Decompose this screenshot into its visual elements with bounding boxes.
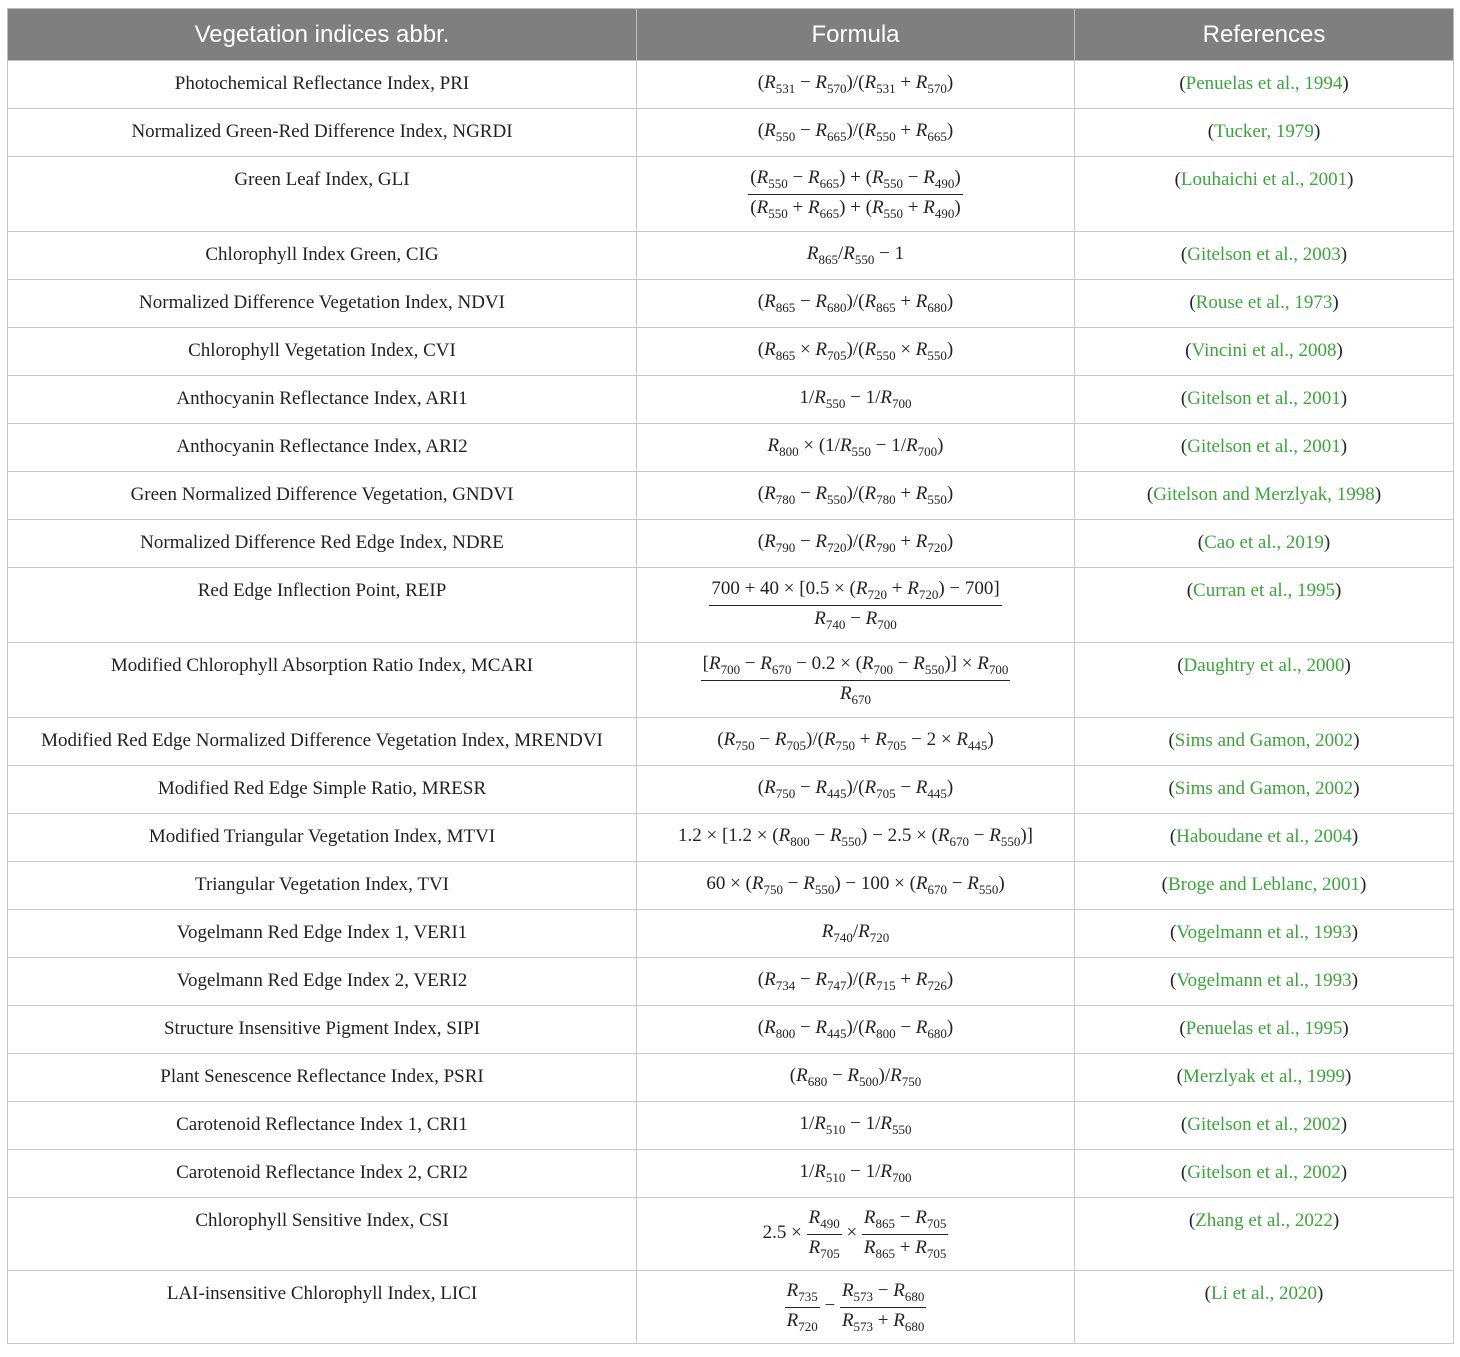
reference-link[interactable]: Zhang et al., 2022 xyxy=(1195,1210,1333,1231)
table-row xyxy=(8,109,1454,157)
reference-link[interactable]: Vincini et al., 2008 xyxy=(1191,340,1337,361)
index-reference: (Haboudane et al., 2004) xyxy=(1075,814,1454,862)
index-name: Vogelmann Red Edge Index 2, VERI2 xyxy=(8,958,637,1006)
index-name: Triangular Vegetation Index, TVI xyxy=(8,862,637,910)
table-row xyxy=(8,910,1454,958)
reference-link[interactable]: Vogelmann et al., 1993 xyxy=(1176,922,1352,943)
index-formula: $(R_{680} - R_{500})/R_{750}$ xyxy=(637,1054,1075,1102)
reference-link[interactable]: Cao et al., 2019 xyxy=(1204,532,1324,553)
index-name: Chlorophyll Index Green, CIG xyxy=(8,232,637,280)
index-formula: $\frac{700 + 40 \times [0.5 \times (R_{720} + R_{720}) - 700]}{R_{740} - R_{700}}$ xyxy=(637,568,1075,643)
vegetation-indices-table xyxy=(7,8,1454,1344)
index-formula: $R_{865}/R_{550} - 1$ xyxy=(637,232,1075,280)
index-formula: $(R_{865} - R_{680})/(R_{865} + R_{680})$ xyxy=(637,280,1075,328)
index-formula: $R_{800} \times (1/R_{550} - 1/R_{700})$ xyxy=(637,424,1075,472)
index-reference: (Broge and Leblanc, 2001) xyxy=(1075,862,1454,910)
index-formula: $(R_{750} - R_{445})/(R_{705} - R_{445})$ xyxy=(637,766,1075,814)
table-row xyxy=(8,1006,1454,1054)
reference-link[interactable]: Gitelson et al., 2001 xyxy=(1187,388,1341,409)
index-name: Normalized Green-Red Difference Index, NGRDI xyxy=(8,109,637,157)
index-name: Vogelmann Red Edge Index 1, VERI1 xyxy=(8,910,637,958)
index-reference: (Gitelson et al., 2001) xyxy=(1075,376,1454,424)
index-formula: $1/R_{550} - 1/R_{700}$ xyxy=(637,376,1075,424)
table-row xyxy=(8,232,1454,280)
reference-link[interactable]: Penuelas et al., 1994 xyxy=(1185,73,1343,94)
table-row xyxy=(8,766,1454,814)
table-row xyxy=(8,958,1454,1006)
reference-link[interactable]: Haboudane et al., 2004 xyxy=(1176,826,1352,847)
index-name: Carotenoid Reflectance Index 2, CRI2 xyxy=(8,1150,637,1198)
index-formula: $\frac{R_{735}}{R_{720}}$ − $\frac{R_{573} - R_{680}}{R_{573} + R_{680}}$ xyxy=(637,1271,1075,1344)
index-name: Plant Senescence Reflectance Index, PSRI xyxy=(8,1054,637,1102)
index-formula: $(R_{790} - R_{720})/(R_{790} + R_{720})$ xyxy=(637,520,1075,568)
reference-link[interactable]: Li et al., 2020 xyxy=(1210,1283,1318,1304)
index-formula: $R_{740}/R_{720}$ xyxy=(637,910,1075,958)
index-reference: (Curran et al., 1995) xyxy=(1075,568,1454,643)
index-name: Normalized Difference Red Edge Index, NDRE xyxy=(8,520,637,568)
index-reference: (Louhaichi et al., 2001) xyxy=(1075,157,1454,232)
index-reference: (Vincini et al., 2008) xyxy=(1075,328,1454,376)
reference-link[interactable]: Gitelson et al., 2002 xyxy=(1187,1114,1341,1135)
index-formula: $(R_{550} - R_{665})/(R_{550} + R_{665})$ xyxy=(637,109,1075,157)
index-reference: (Sims and Gamon, 2002) xyxy=(1075,766,1454,814)
col-header-formula: Formula xyxy=(637,9,1075,61)
table-row xyxy=(8,862,1454,910)
reference-link[interactable]: Gitelson and Merzlyak, 1998 xyxy=(1153,484,1375,505)
reference-link[interactable]: Gitelson et al., 2003 xyxy=(1187,244,1341,265)
index-formula: $1.2 \times [1.2 \times (R_{800} - R_{550}) - 2.5 \times (R_{670} - R_{550})]$ xyxy=(637,814,1075,862)
index-name: Anthocyanin Reflectance Index, ARI1 xyxy=(8,376,637,424)
index-formula: $(R_{750} - R_{705})/(R_{750} + R_{705} - 2 \times R_{445})$ xyxy=(637,718,1075,766)
index-name: Carotenoid Reflectance Index 1, CRI1 xyxy=(8,1102,637,1150)
col-header-references: References xyxy=(1075,9,1454,61)
index-formula: $(R_{780} - R_{550})/(R_{780} + R_{550})$ xyxy=(637,472,1075,520)
index-reference: (Gitelson et al., 2001) xyxy=(1075,424,1454,472)
table-row xyxy=(8,424,1454,472)
index-name: Red Edge Inflection Point, REIP xyxy=(8,568,637,643)
index-reference: (Gitelson et al., 2003) xyxy=(1075,232,1454,280)
header-row xyxy=(8,9,1454,61)
reference-link[interactable]: Penuelas et al., 1995 xyxy=(1185,1018,1343,1039)
index-name: Chlorophyll Sensitive Index, CSI xyxy=(8,1198,637,1271)
table-row xyxy=(8,718,1454,766)
table-row xyxy=(8,1150,1454,1198)
table-row xyxy=(8,1054,1454,1102)
index-name: Modified Triangular Vegetation Index, MTVI xyxy=(8,814,637,862)
index-name: Anthocyanin Reflectance Index, ARI2 xyxy=(8,424,637,472)
table-row xyxy=(8,814,1454,862)
reference-link[interactable]: Broge and Leblanc, 2001 xyxy=(1167,874,1361,895)
reference-link[interactable]: Daughtry et al., 2000 xyxy=(1183,655,1345,676)
index-name: Green Leaf Index, GLI xyxy=(8,157,637,232)
table-row xyxy=(8,643,1454,718)
index-formula: $\frac{[R_{700} - R_{670} - 0.2 \times (R_{700} - R_{550})] \times R_{700}}{R_{670}}$ xyxy=(637,643,1075,718)
index-reference: (Cao et al., 2019) xyxy=(1075,520,1454,568)
index-formula: $1/R_{510} - 1/R_{550}$ xyxy=(637,1102,1075,1150)
index-reference: (Daughtry et al., 2000) xyxy=(1075,643,1454,718)
table-row xyxy=(8,520,1454,568)
table-row xyxy=(8,568,1454,643)
index-name: Modified Red Edge Simple Ratio, MRESR xyxy=(8,766,637,814)
index-reference: (Tucker, 1979) xyxy=(1075,109,1454,157)
reference-link[interactable]: Curran et al., 1995 xyxy=(1193,580,1335,601)
table-row xyxy=(8,328,1454,376)
table-row xyxy=(8,472,1454,520)
index-reference: (Rouse et al., 1973) xyxy=(1075,280,1454,328)
index-reference: (Li et al., 2020) xyxy=(1075,1271,1454,1344)
index-name: Modified Chlorophyll Absorption Ratio Index, MCARI xyxy=(8,643,637,718)
index-name: Green Normalized Difference Vegetation, GNDVI xyxy=(8,472,637,520)
table-row xyxy=(8,376,1454,424)
reference-link[interactable]: Rouse et al., 1973 xyxy=(1195,292,1333,313)
index-reference: (Gitelson et al., 2002) xyxy=(1075,1102,1454,1150)
table-row xyxy=(8,1198,1454,1271)
col-header-index: Vegetation indices abbr. xyxy=(8,9,637,61)
index-formula: $60 \times (R_{750} - R_{550}) - 100 \times (R_{670} - R_{550})$ xyxy=(637,862,1075,910)
table-row xyxy=(8,61,1454,109)
index-name: Normalized Difference Vegetation Index, NDVI xyxy=(8,280,637,328)
index-name: LAI-insensitive Chlorophyll Index, LICI xyxy=(8,1271,637,1344)
reference-link[interactable]: Sims and Gamon, 2002 xyxy=(1174,778,1354,799)
index-reference: (Penuelas et al., 1995) xyxy=(1075,1006,1454,1054)
index-formula: $1/R_{510} - 1/R_{700}$ xyxy=(637,1150,1075,1198)
index-formula: $(R_{800} - R_{445})/(R_{800} - R_{680})$ xyxy=(637,1006,1075,1054)
table-row xyxy=(8,280,1454,328)
index-reference: (Gitelson and Merzlyak, 1998) xyxy=(1075,472,1454,520)
index-name: Structure Insensitive Pigment Index, SIPI xyxy=(8,1006,637,1054)
table-row xyxy=(8,1271,1454,1344)
index-reference: (Vogelmann et al., 1993) xyxy=(1075,910,1454,958)
index-name: Modified Red Edge Normalized Difference Vegetation Index, MRENDVI xyxy=(8,718,637,766)
reference-link[interactable]: Sims and Gamon, 2002 xyxy=(1174,730,1354,751)
index-reference: (Gitelson et al., 2002) xyxy=(1075,1150,1454,1198)
index-name: Photochemical Reflectance Index, PRI xyxy=(8,61,637,109)
reference-link[interactable]: Merzlyak et al., 1999 xyxy=(1183,1066,1345,1087)
index-formula: $(R_{734} - R_{747})/(R_{715} + R_{726})$ xyxy=(637,958,1075,1006)
table-row xyxy=(8,157,1454,232)
index-reference: (Zhang et al., 2022) xyxy=(1075,1198,1454,1271)
index-name: Chlorophyll Vegetation Index, CVI xyxy=(8,328,637,376)
index-formula: 2.5 × $\frac{R_{490}}{R_{705}}$ × $\frac{R_{865} - R_{705}}{R_{865} + R_{705}}$ xyxy=(637,1198,1075,1271)
index-formula: $\frac{(R_{550} - R_{665}) + (R_{550} - R_{490})}{(R_{550} + R_{665}) + (R_{550} + R_{490})}$ xyxy=(637,157,1075,232)
reference-link[interactable]: Vogelmann et al., 1993 xyxy=(1176,970,1352,991)
reference-link[interactable]: Tucker, 1979 xyxy=(1214,121,1314,142)
reference-link[interactable]: Gitelson et al., 2001 xyxy=(1187,436,1341,457)
reference-link[interactable]: Louhaichi et al., 2001 xyxy=(1180,169,1348,190)
index-reference: (Penuelas et al., 1994) xyxy=(1075,61,1454,109)
reference-link[interactable]: Gitelson et al., 2002 xyxy=(1187,1162,1341,1183)
index-reference: (Vogelmann et al., 1993) xyxy=(1075,958,1454,1006)
index-reference: (Merzlyak et al., 1999) xyxy=(1075,1054,1454,1102)
table-row xyxy=(8,1102,1454,1150)
index-formula: $(R_{531} - R_{570})/(R_{531} + R_{570})$ xyxy=(637,61,1075,109)
index-reference: (Sims and Gamon, 2002) xyxy=(1075,718,1454,766)
index-formula: $(R_{865} \times R_{705})/(R_{550} \times R_{550})$ xyxy=(637,328,1075,376)
